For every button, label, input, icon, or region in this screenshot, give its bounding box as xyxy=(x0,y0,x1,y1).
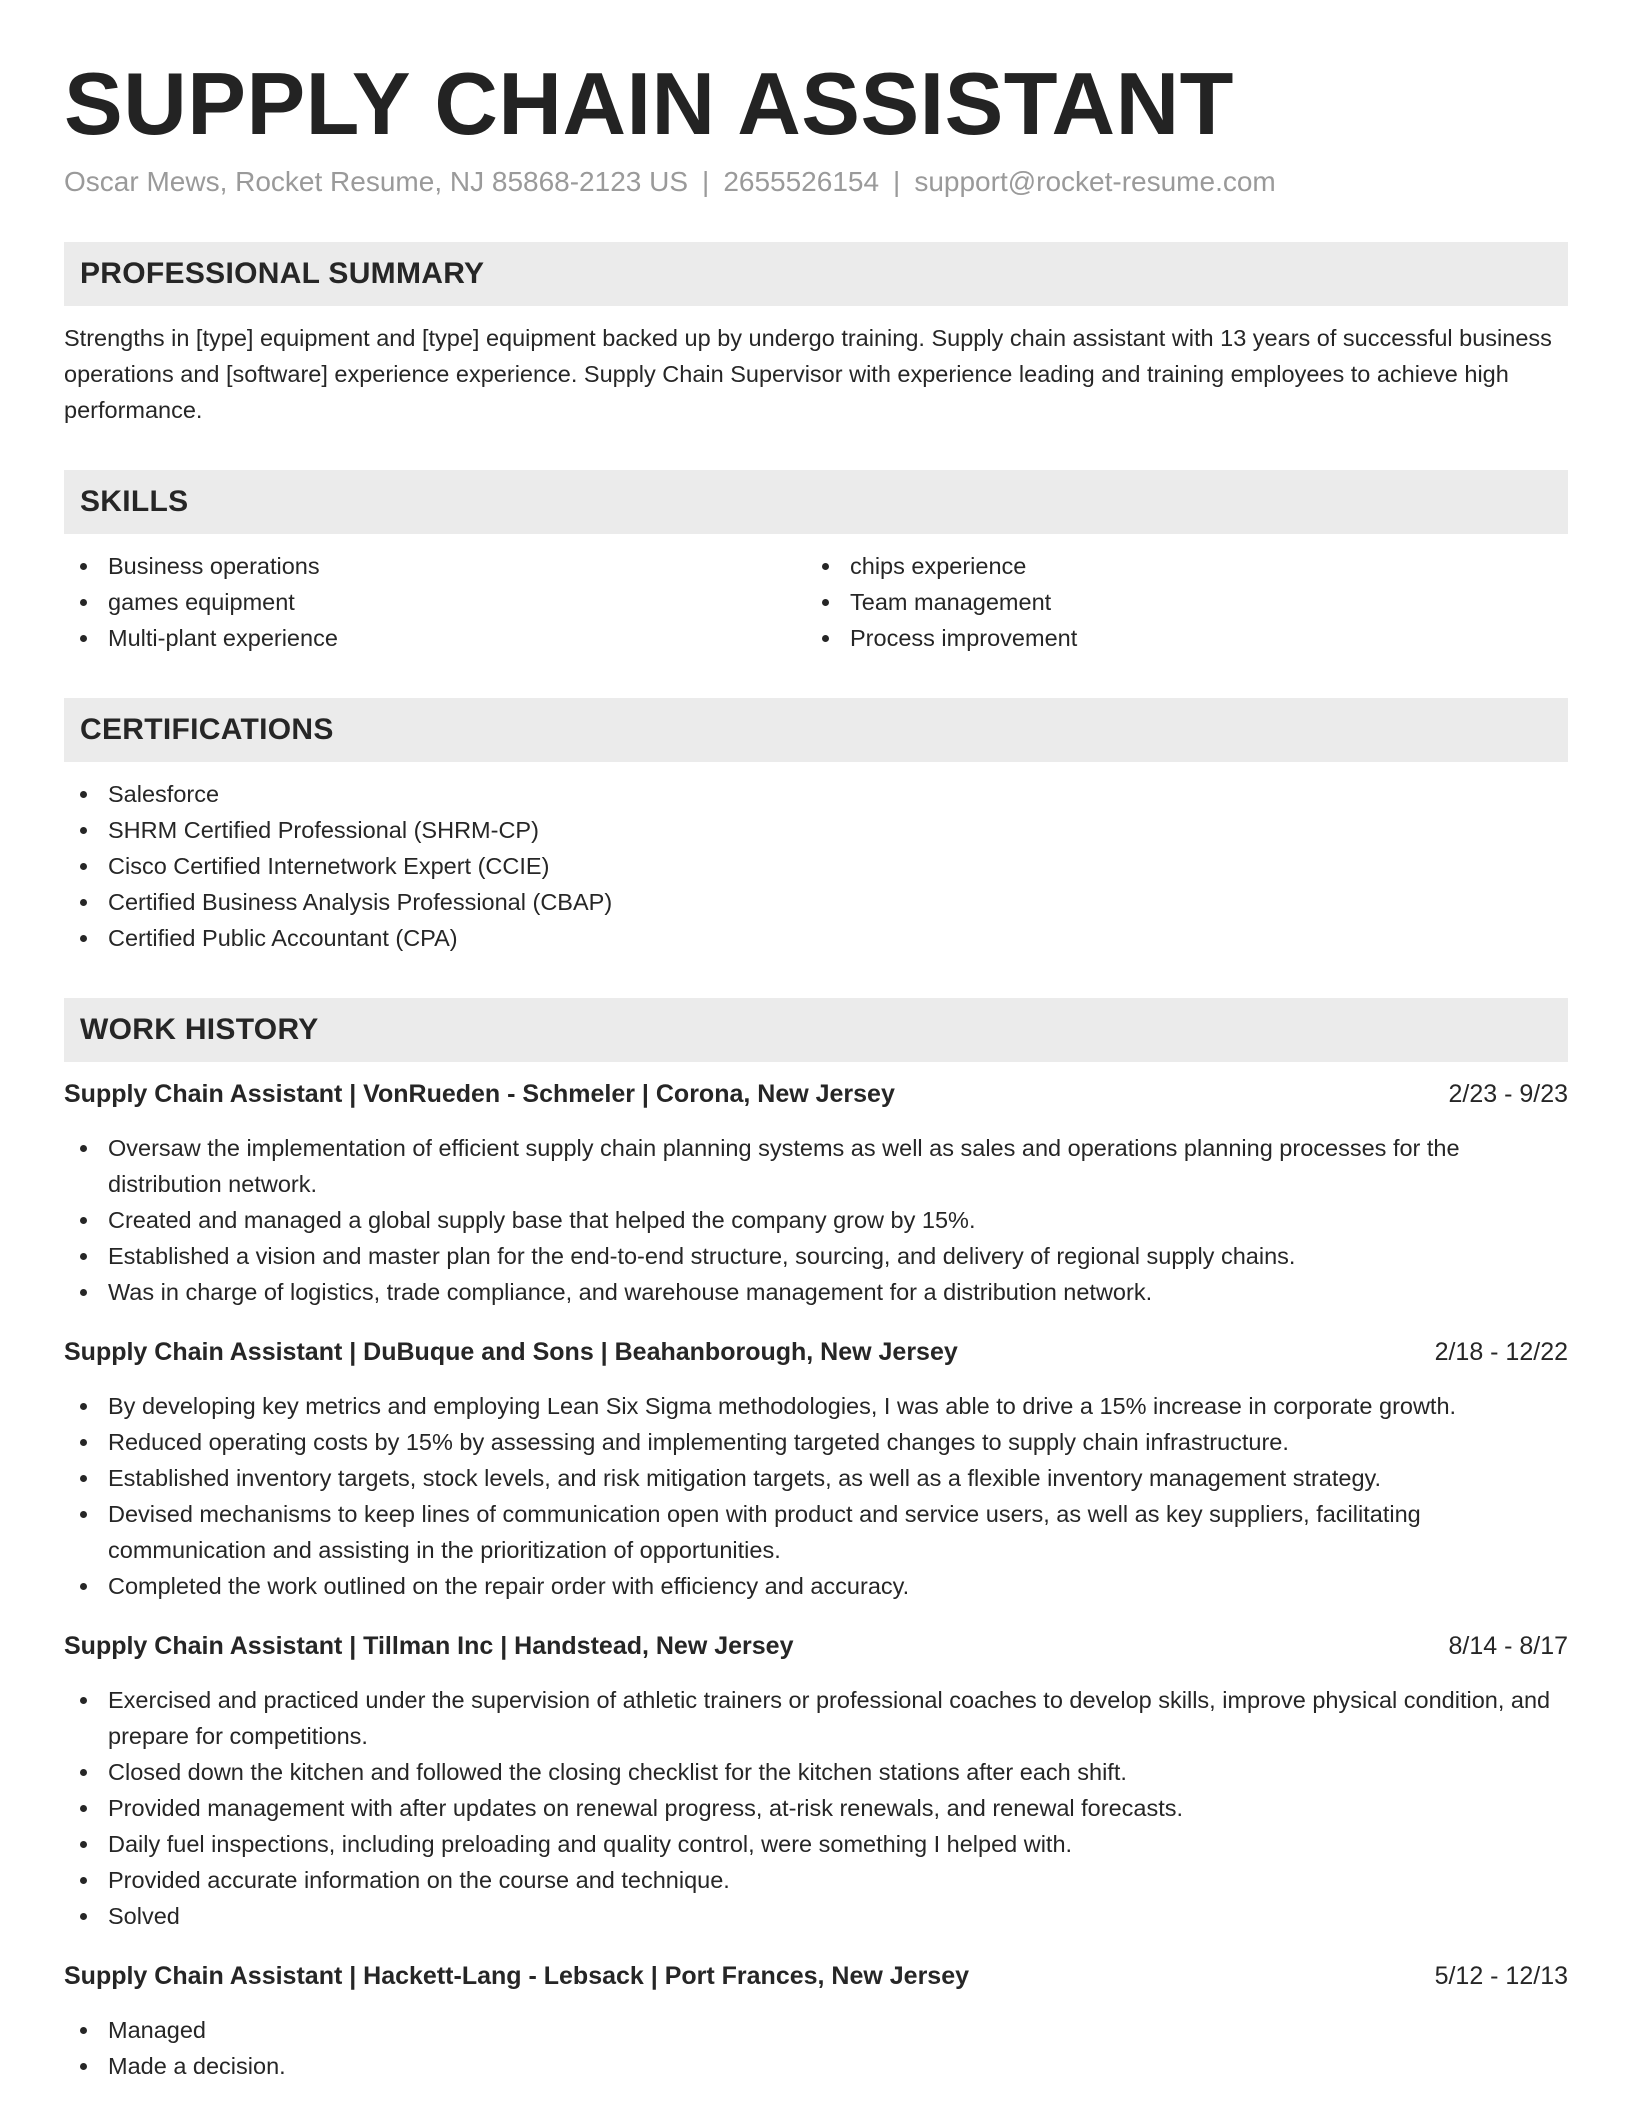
job-header xyxy=(64,1334,1568,1370)
skills-column-right xyxy=(806,548,1548,656)
job-dates: 8/14 - 8/17 xyxy=(1448,1632,1568,1660)
job-bullet: Managed xyxy=(64,2012,1568,2048)
certification-item: SHRM Certified Professional (SHRM-CP) xyxy=(64,812,1568,848)
contact-separator: | xyxy=(702,166,710,197)
skills-column-left xyxy=(64,548,806,656)
job-entry xyxy=(64,1628,1568,1934)
skills-grid xyxy=(64,548,1568,656)
skill-item: chips experience xyxy=(806,548,1548,584)
job-bullets xyxy=(64,1130,1568,1310)
resume-title: SUPPLY CHAIN ASSISTANT xyxy=(64,54,1234,153)
contact-phone: 2655526154 xyxy=(723,166,880,197)
job-bullet: Closed down the kitchen and followed the closing checklist for the kitchen stations after each shift. xyxy=(64,1754,1568,1790)
job-bullet: Solved xyxy=(64,1898,1568,1934)
certification-item: Certified Business Analysis Professional (CBAP) xyxy=(64,884,1568,920)
skill-item: games equipment xyxy=(64,584,806,620)
job-bullet: Established inventory targets, stock levels, and risk mitigation targets, as well as a flexible inventory management strategy. xyxy=(64,1460,1568,1496)
job-bullet: Oversaw the implementation of efficient supply chain planning systems as well as sales and operations planning processes for the distribution network. xyxy=(64,1130,1568,1202)
certification-item: Cisco Certified Internetwork Expert (CCIE) xyxy=(64,848,1568,884)
job-bullet: Provided accurate information on the course and technique. xyxy=(64,1862,1568,1898)
job-title: Supply Chain Assistant | Hackett-Lang - Lebsack | Port Frances, New Jersey xyxy=(64,1962,970,1990)
skill-item: Business operations xyxy=(64,548,806,584)
job-entry xyxy=(64,1958,1568,2084)
job-title: Supply Chain Assistant | Tillman Inc | Handstead, New Jersey xyxy=(64,1632,794,1660)
job-dates: 2/23 - 9/23 xyxy=(1448,1080,1568,1108)
certification-item: Salesforce xyxy=(64,776,1568,812)
job-bullet: Created and managed a global supply base that helped the company grow by 15%. xyxy=(64,1202,1568,1238)
job-entry xyxy=(64,1076,1568,1310)
job-bullet: Provided management with after updates on renewal progress, at-risk renewals, and renewal forecasts. xyxy=(64,1790,1568,1826)
job-bullet: By developing key metrics and employing Lean Six Sigma methodologies, I was able to drive a 15% increase in corporate growth. xyxy=(64,1388,1568,1424)
skill-item: Multi-plant experience xyxy=(64,620,806,656)
section-header-certifications: CERTIFICATIONS xyxy=(64,698,1568,762)
job-bullet: Devised mechanisms to keep lines of communication open with product and service users, as well as key suppliers, facilitating communication and assisting in the prioritization of opportunities. xyxy=(64,1496,1568,1568)
summary-text: Strengths in [type] equipment and [type] equipment backed up by undergo training. Supply chain assistant with 13 years of successful business operations and [software] experience experience. Supply Chain Supervisor with experience leading and training employees to achieve high performance. xyxy=(64,325,1552,423)
job-header xyxy=(64,1076,1568,1112)
job-bullet: Made a decision. xyxy=(64,2048,1568,2084)
job-entry xyxy=(64,1334,1568,1604)
job-header xyxy=(64,1958,1568,1994)
job-bullet: Daily fuel inspections, including preloading and quality control, were something I helped with. xyxy=(64,1826,1568,1862)
contact-line xyxy=(64,164,1568,200)
job-bullet: Exercised and practiced under the supervision of athletic trainers or professional coaches to develop skills, improve physical condition, and prepare for competitions. xyxy=(64,1682,1568,1754)
contact-address: Oscar Mews, Rocket Resume, NJ 85868-2123 US xyxy=(64,166,689,197)
job-bullets xyxy=(64,1388,1568,1604)
certification-item: Certified Public Accountant (CPA) xyxy=(64,920,1568,956)
section-header-summary: PROFESSIONAL SUMMARY xyxy=(64,242,1568,306)
resume-page xyxy=(64,0,1568,2084)
contact-separator: | xyxy=(893,166,901,197)
job-bullets xyxy=(64,2012,1568,2084)
job-bullets xyxy=(64,1682,1568,1934)
job-bullet: Established a vision and master plan for the end-to-end structure, sourcing, and delivery of regional supply chains. xyxy=(64,1238,1568,1274)
skill-item: Process improvement xyxy=(806,620,1548,656)
job-header xyxy=(64,1628,1568,1664)
job-bullet: Completed the work outlined on the repair order with efficiency and accuracy. xyxy=(64,1568,1568,1604)
job-bullet: Reduced operating costs by 15% by assessing and implementing targeted changes to supply chain infrastructure. xyxy=(64,1424,1568,1460)
contact-email: support@rocket-resume.com xyxy=(914,166,1276,197)
job-title: Supply Chain Assistant | VonRueden - Schmeler | Corona, New Jersey xyxy=(64,1080,895,1108)
job-bullet: Was in charge of logistics, trade compliance, and warehouse management for a distribution network. xyxy=(64,1274,1568,1310)
job-dates: 5/12 - 12/13 xyxy=(1434,1962,1568,1990)
certifications-list xyxy=(64,776,1568,956)
skill-item: Team management xyxy=(806,584,1548,620)
job-title: Supply Chain Assistant | DuBuque and Sons | Beahanborough, New Jersey xyxy=(64,1338,958,1366)
section-header-skills: SKILLS xyxy=(64,470,1568,534)
section-header-work-history: WORK HISTORY xyxy=(64,998,1568,1062)
job-dates: 2/18 - 12/22 xyxy=(1434,1338,1568,1366)
